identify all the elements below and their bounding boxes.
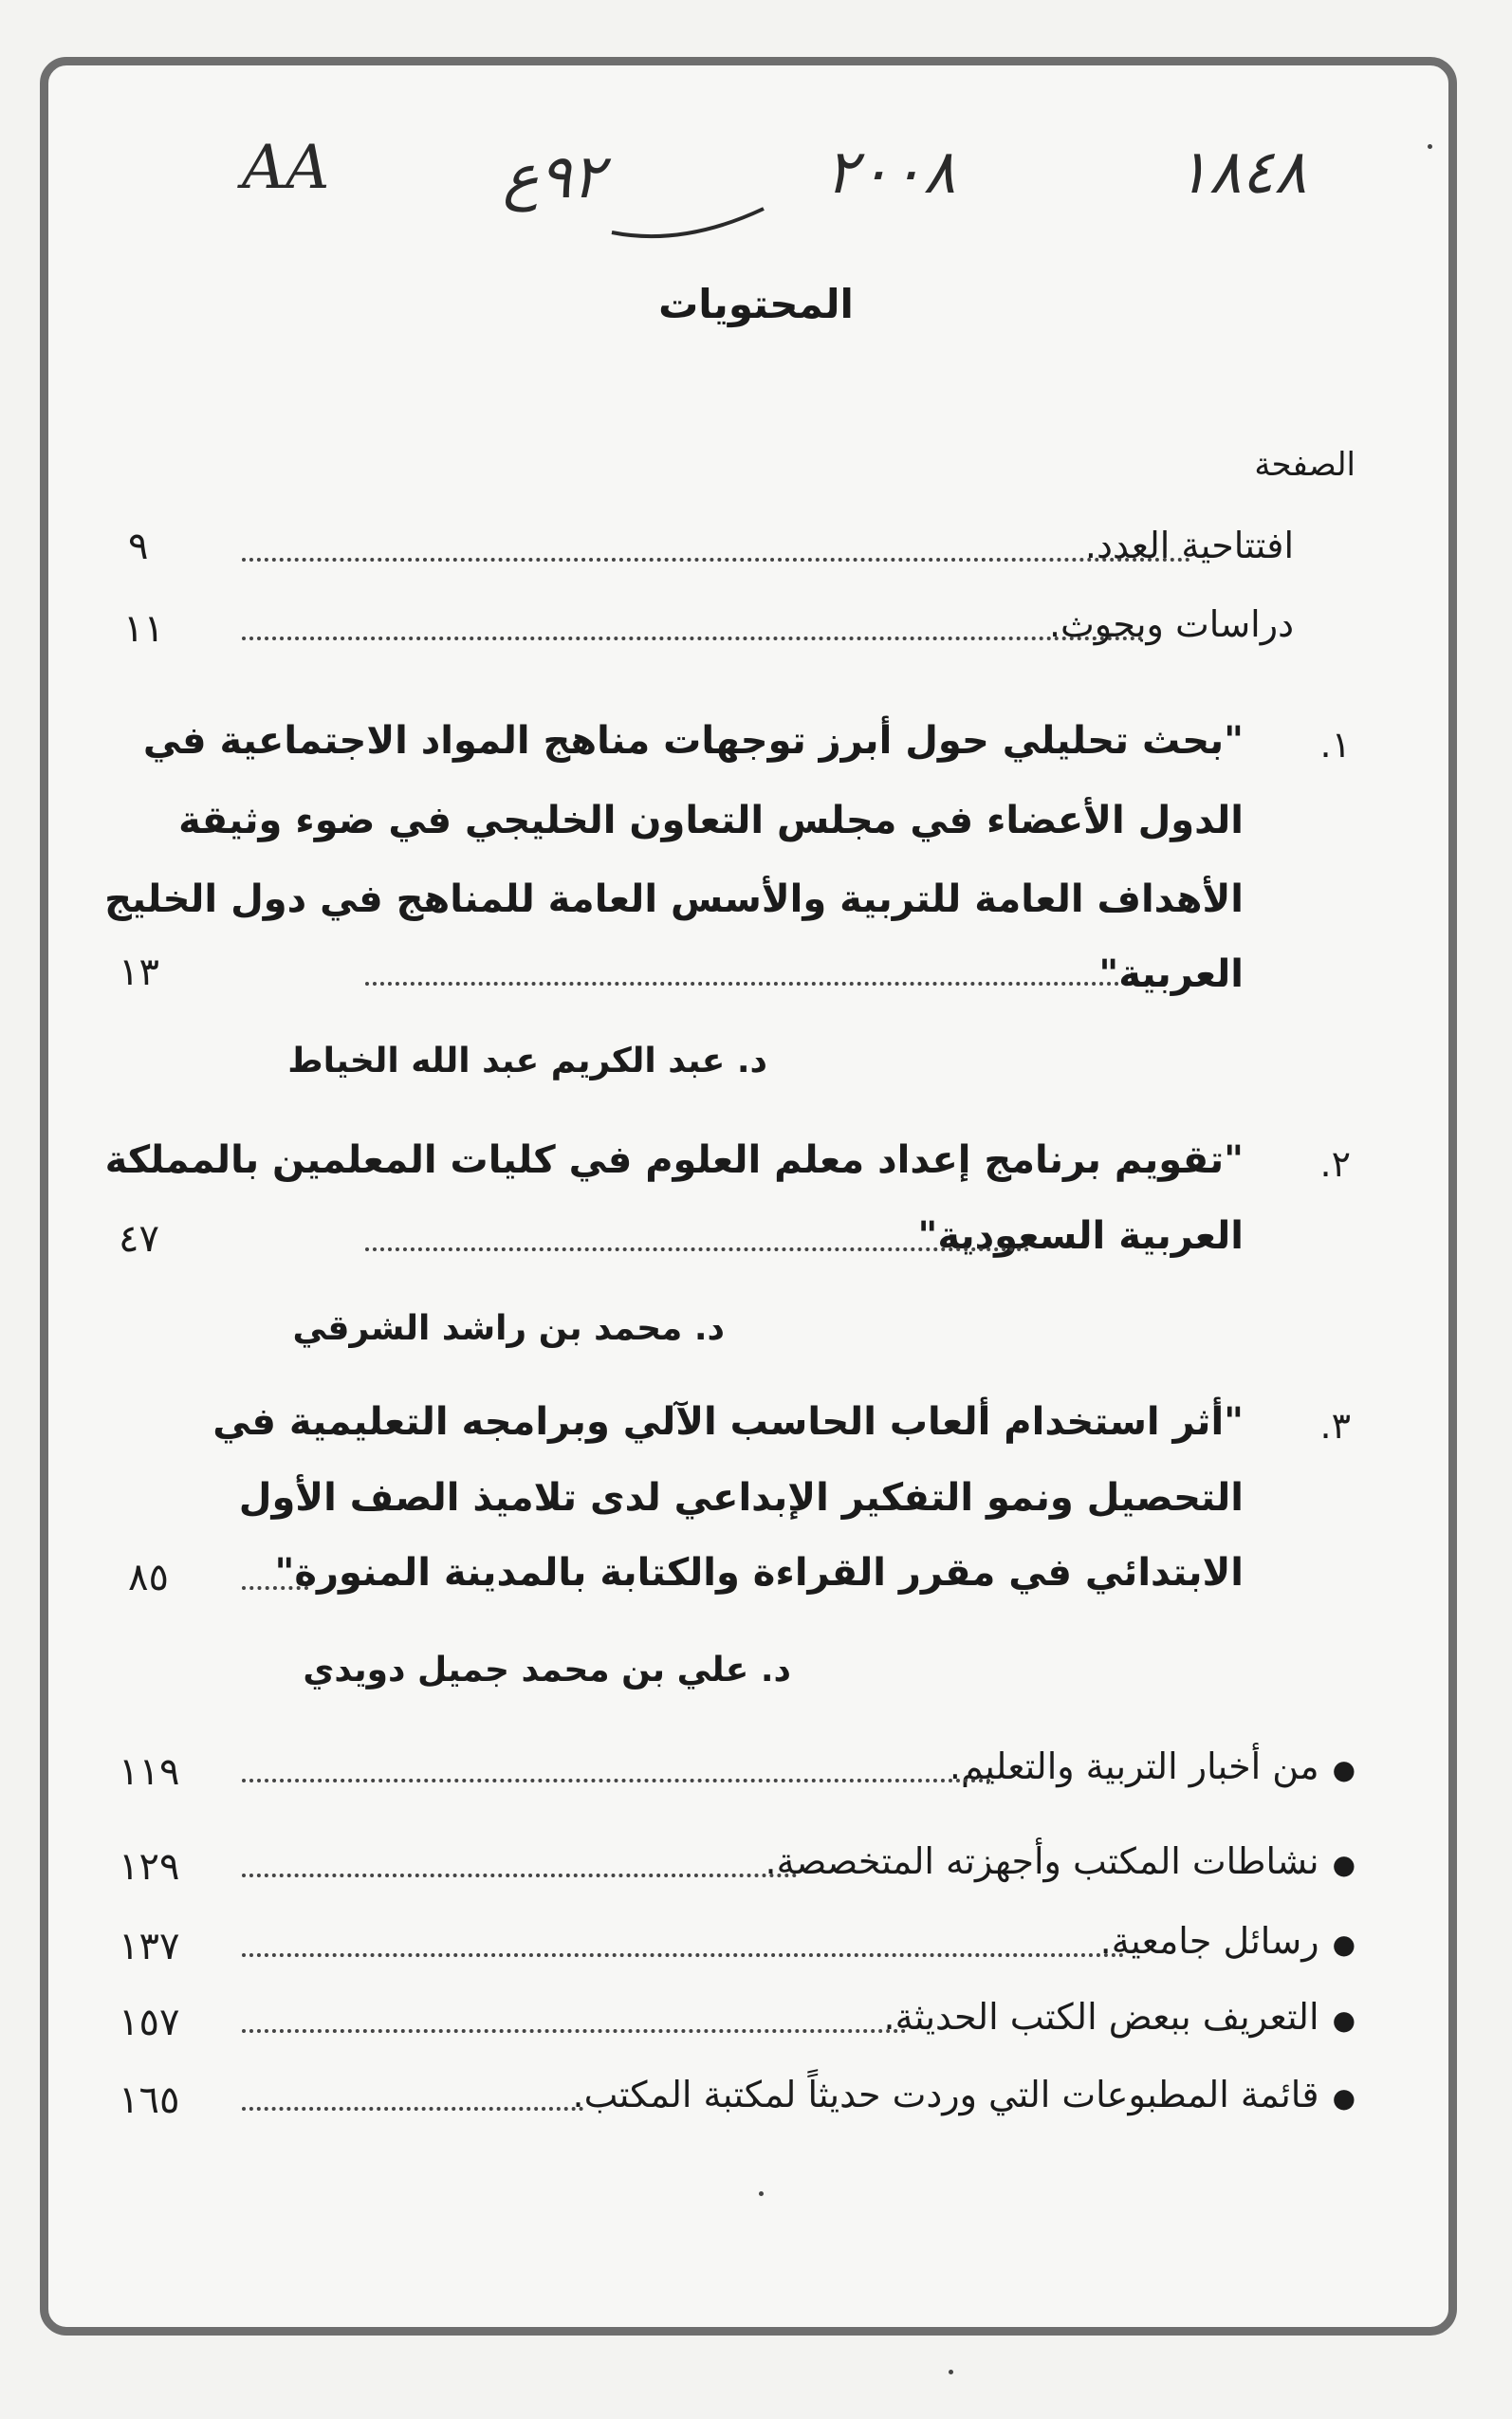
bullet-entry-4-leader <box>242 2029 906 2033</box>
bullet-icon: ● <box>1332 1754 1355 1785</box>
bullet-entry-2: ●نشاطات المكتب وأجهزته المتخصصة. <box>765 1840 1355 1882</box>
handwritten-underline <box>607 204 768 242</box>
bullet-entry-5-page: ١٦٥ <box>119 2078 180 2122</box>
study-2-author: د. محمد بن راشد الشرقي <box>292 1309 725 1348</box>
bullet-entry-1-page: ١١٩ <box>119 1750 180 1794</box>
entry-opening-page: ٩ <box>128 525 149 568</box>
study-2-index: ٢. <box>1319 1143 1351 1185</box>
bullet-icon: ● <box>1332 2082 1355 2114</box>
study-3-line-3: الابتدائي في مقرر القراءة والكتابة بالمدينة المنورة" <box>274 1551 1244 1595</box>
study-3-line-2: التحصيل ونمو التفكير الإبداعي لدى تلاميذ الصف الأول <box>238 1476 1244 1520</box>
study-1-index: ١. <box>1319 724 1351 766</box>
handwritten-ref-b: ٩٢ع <box>503 142 604 212</box>
bullet-entry-2-leader <box>242 1874 797 1877</box>
page-column-header: الصفحة <box>1254 446 1355 484</box>
entry-studies-label: دراسات وبحوث. <box>1048 603 1294 645</box>
study-1-page: ١٣ <box>119 951 159 994</box>
study-1-line-2: الدول الأعضاء في مجلس التعاون الخليجي في ضوء وثيقة <box>178 799 1244 842</box>
study-2-leader <box>365 1247 1029 1251</box>
bullet-entry-3-page: ١٣٧ <box>119 1925 180 1968</box>
study-3-line-1: "أثر استخدام ألعاب الحاسب الآلي وبرامجه التعليمية في <box>212 1400 1244 1444</box>
entry-opening-label: افتتاحية العدد. <box>1084 525 1294 566</box>
bullet-entry-1-leader <box>242 1779 991 1782</box>
entry-studies-page: ١١ <box>123 607 164 651</box>
study-3-leader <box>242 1586 308 1590</box>
study-1-author: د. عبد الكريم عبد الله الخياط <box>287 1042 767 1080</box>
scan-speck <box>1428 144 1432 149</box>
study-1-line-4: العربية" <box>1098 952 1244 996</box>
bullet-entry-3: ●رسائل جامعية. <box>1099 1920 1355 1962</box>
bullet-icon: ● <box>1332 1929 1355 1960</box>
bullet-entry-4: ●التعريف ببعض الكتب الحديثة. <box>883 1996 1355 2038</box>
bullet-entry-3-leader <box>242 1953 1124 1957</box>
bullet-entry-5: ●قائمة المطبوعات التي وردت حديثاً لمكتبة المكتب. <box>572 2074 1355 2115</box>
bullet-entry-2-page: ١٢٩ <box>119 1845 180 1889</box>
entry-opening-leader <box>242 558 1190 562</box>
handwritten-ref-d: ١٨٤٨ <box>1176 138 1307 208</box>
study-2-line-1: "تقويم برنامج إعداد معلم العلوم في كليات المعلمين بالمملكة <box>104 1138 1244 1182</box>
page-frame <box>40 57 1457 2336</box>
bullet-icon: ● <box>1332 2004 1355 2036</box>
scan-speck <box>949 2370 953 2374</box>
bullet-entry-4-page: ١٥٧ <box>119 2001 180 2044</box>
study-1-leader <box>365 982 1119 986</box>
study-3-author: د. علي بن محمد جميل دويدي <box>303 1651 791 1690</box>
page-title: المحتويات <box>658 281 854 327</box>
study-1-line-1: "بحث تحليلي حول أبرز توجهات مناهج المواد الاجتماعية في <box>142 719 1244 763</box>
handwritten-ref-a: AA <box>242 133 330 203</box>
entry-studies-leader <box>242 637 1143 640</box>
handwritten-ref-c: ٢٠٠٨ <box>825 138 956 208</box>
bullet-entry-5-leader <box>242 2107 583 2111</box>
scan-speck <box>759 2191 764 2196</box>
study-3-page: ٨٥ <box>128 1556 169 1599</box>
bullet-icon: ● <box>1332 1849 1355 1880</box>
bullet-entry-1: ●من أخبار التربية والتعليم. <box>949 1745 1355 1787</box>
study-2-page: ٤٧ <box>119 1217 159 1261</box>
study-1-line-3: الأهداف العامة للتربية والأسس العامة للمناهج في دول الخليج <box>104 877 1244 921</box>
study-3-index: ٣. <box>1319 1405 1351 1447</box>
study-2-line-2: العربية السعودية" <box>917 1214 1244 1258</box>
